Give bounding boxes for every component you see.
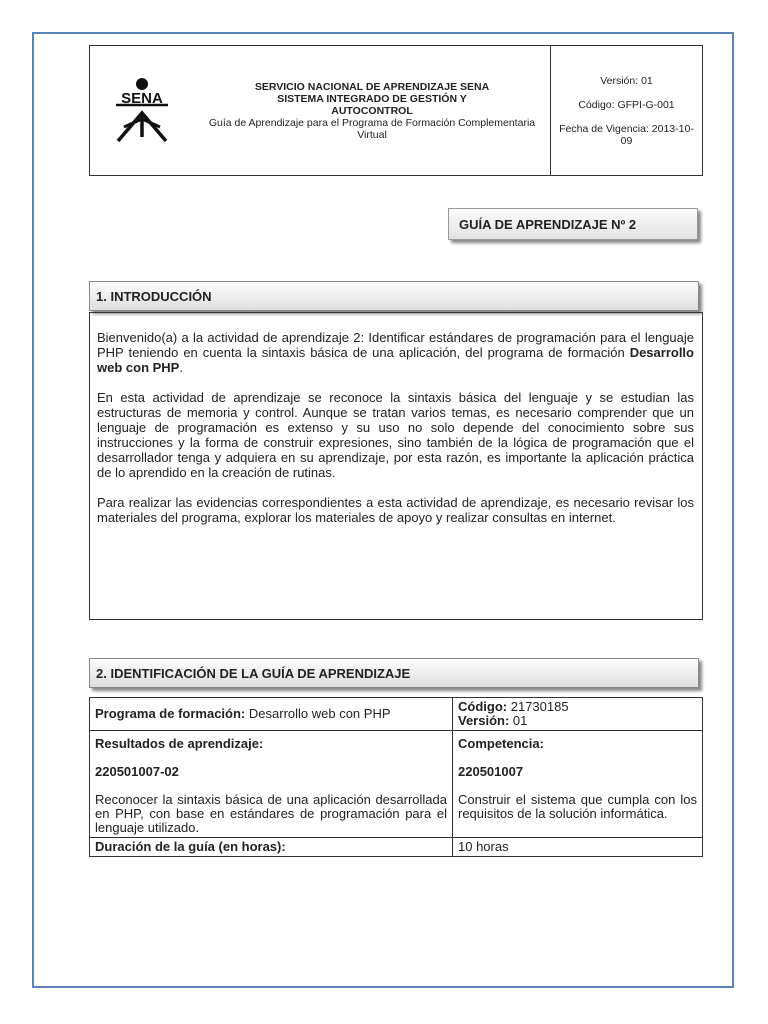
guide-title: GUÍA DE APRENDIZAJE Nº 2	[448, 208, 698, 240]
table-row	[90, 763, 703, 791]
table-row	[90, 791, 703, 838]
program-label: Programa de formación:	[95, 706, 246, 721]
competence-label: Competencia:	[453, 731, 703, 764]
table-row	[90, 698, 703, 731]
intro-p1-text: Bienvenido(a) a la actividad de aprendizaje 2: Identificar estándares de programación para el lenguaje PHP teniendo en cuenta la sintaxis básica de una aplicación, del programa de formación	[97, 330, 694, 360]
version-label: Versión:	[458, 713, 510, 728]
competence-description: Construir el sistema que cumpla con los requisitos de la solución informática.	[453, 791, 703, 838]
intro-paragraph-1	[97, 330, 694, 375]
intro-p1-program: Desarrollo web con PHP	[97, 345, 694, 375]
program-cell	[90, 698, 453, 731]
org-line-1: SERVICIO NACIONAL DE APRENDIZAJE SENA	[254, 80, 490, 93]
intro-heading: 1. INTRODUCCIÓN	[89, 281, 699, 311]
document-header	[89, 45, 703, 176]
code-label: Código:	[458, 699, 508, 714]
table-row	[90, 731, 703, 764]
result-code: 220501007-02	[90, 763, 453, 791]
effective-date: Fecha de Vigencia: 2013-10-09	[559, 122, 694, 147]
code-cell	[453, 698, 703, 731]
header-org-info	[194, 46, 550, 175]
competence-code: 220501007	[453, 763, 703, 791]
identification-table	[89, 697, 703, 857]
version-label: Versión: 01	[600, 74, 653, 87]
program-value: Desarrollo web con PHP	[248, 706, 391, 721]
code-label: Código: GFPI-G-001	[578, 98, 675, 111]
intro-p1-end: .	[179, 360, 183, 375]
duration-label: Duración de la guía (en horas):	[90, 838, 453, 857]
identification-heading: 2. IDENTIFICACIÓN DE LA GUÍA DE APRENDIZAJE	[89, 658, 699, 688]
version-value: 01	[512, 713, 528, 728]
duration-value: 10 horas	[453, 838, 703, 857]
intro-paragraph-3: Para realizar las evidencias correspondientes a esta actividad de aprendizaje, es necesario revisar los materiales del programa, explorar los materiales de apoyo y realizar consultas en internet.	[97, 495, 694, 525]
table-row	[90, 838, 703, 857]
result-description: Reconocer la sintaxis básica de una aplicación desarrollada en PHP, con base en estándares de programación para el lenguaje utilizado.	[90, 791, 453, 838]
header-meta	[550, 46, 702, 175]
intro-paragraph-2: En esta actividad de aprendizaje se reconoce la sintaxis básica del lenguaje y se estudian las estructuras de memoria y control. Aunque se tratan varios temas, es necesario comprender que un lenguaje de programación es extenso y su uso no solo depende del conocimiento sobre sus instrucciones y la forma de construir expresiones, sino también de la lógica de programación que el desarrollador tenga y adquiera en su aprendizaje, por esta razón, es importante la aplicación práctica de lo aprendido en la creación de rutinas.	[97, 390, 694, 480]
code-value: 21730185	[510, 699, 569, 714]
intro-body	[89, 312, 703, 620]
guide-description: Guía de Aprendizaje para el Programa de Formación Complementaria Virtual	[208, 116, 536, 141]
sena-logo	[90, 46, 194, 175]
org-line-2: SISTEMA INTEGRADO DE GESTIÓN Y	[277, 92, 467, 105]
org-line-3: AUTOCONTROL	[331, 104, 413, 117]
results-label: Resultados de aprendizaje:	[90, 731, 453, 764]
logo-text: SENA	[121, 89, 163, 107]
